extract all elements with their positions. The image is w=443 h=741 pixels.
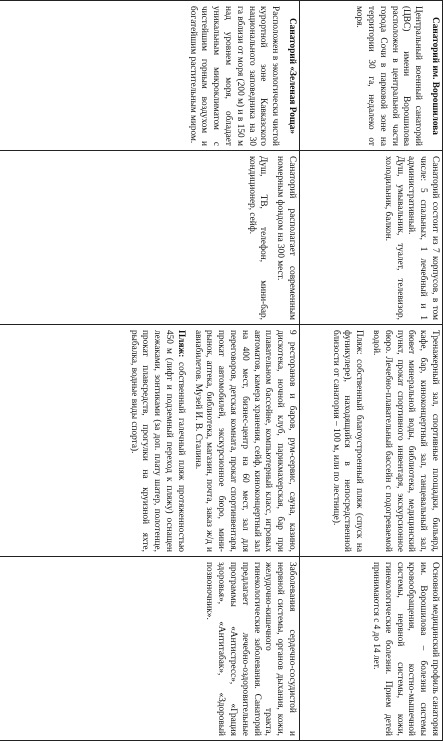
beach-text: собственный галечный пляж протяженностью 450 м (лифт и подземный переход к пляжу) оснащен лежаками, зонтиками (за доп. плату шатер, полотенце, прокат плавсредств, прогулки на круизной яхте, рыбалка, водные виды спорта). — [128, 330, 186, 552]
table-row — [300, 1, 443, 741]
location-text: Расположен в экологически чистой курортной зоне Кавказского национального заповедника на 30 га вблизи от моря (200 м) и в 150 м над уровнем моря, обладает уникальным микроклиматом с чистейшим горным воздухом и богатейшим растительным миром. — [187, 6, 281, 146]
rooms-cell — [300, 151, 443, 325]
room-amenities-text: Душ, ТВ, телефон, мини-бар, кондиционер, сейф. — [246, 156, 269, 320]
treatment-text: Заболевания сердечно-сосудистой и нервной системы, органов дыхания, кожи, желудочно-кишечного тракта, гинекологические заболевания. Санаторий предлагает лечебно-оздоровительные программы «Антистресс», «Грация здоровья», «Антитабак», «Здоровый позвоночник». — [204, 562, 297, 736]
infrastructure-cell — [0, 325, 300, 557]
beach-paragraph — [127, 330, 186, 552]
treatment-cell — [300, 557, 443, 741]
infrastructure-text: Тренажерный зал, спортивные площадки, бильярд, кафе, бар, киноконцертный зал, танцевальный зал, бювет минеральной воды, библиотека, медицинский пункт, прокат спортивного инвентаря, экскурсионное бюро. Лечебно-плавательный бассейн с подогреваемой водой. — [371, 330, 440, 552]
room-amenities-text: Душ, умывальник, туалет, телевизор, холодильник, балкон. — [382, 156, 405, 320]
treatment-cell — [0, 557, 300, 741]
table-row — [0, 1, 300, 741]
rooms-text: Санаторий располагает современным номерным фондом на 300 мест. — [275, 156, 297, 320]
sanatorium-name: Санаторий «Зеленая Роща» — [287, 17, 297, 135]
location-cell — [0, 1, 300, 151]
rooms-cell — [0, 151, 300, 325]
infrastructure-text: 9 ресторанов и баров, рум-сервис, сауна, казино, дискотека, ночной клуб, парикмахерская, бар при плавательном бассейне, компьютерный класс, игровых автоматов, камера хранения, сейф, киноконцертный зал на 400 мест, бизнес-центр на 60 мест, зал для переговоров, детская комната, прокат спортинвентаря, прокат автомобилей, экскурсионное бюро, мини-рынок, аптека, библиотека, магазин, почта, заказ ж/д и авиабилетов. Музей И. В. Сталина. — [192, 330, 297, 552]
infrastructure-cell — [300, 325, 443, 557]
sanatorium-name: Санаторий им. Ворошилова — [430, 17, 440, 135]
treatment-text: Основной медицинский профиль санатория им. Ворошилова – болезни системы кровообращения, костно-мышечной системы, нервной системы, кожи, гинекологические болезни. Прием детей принимаются с 4 до 14 лет. — [371, 562, 440, 736]
beach-text: Пляж: собственный благоустроенный пляж (спуск на фуникулере), находящийся в непосредственной близости от санатория – 100 м, или по лестнице). — [330, 330, 365, 552]
location-cell — [300, 1, 443, 151]
rooms-text: Санаторий состоит из 7 корпусов, в том числе: 5 спальных, 1 лечебный и 1 административный. — [406, 156, 440, 320]
location-text: Центральный военный санаторий (ЦВС) имени Ворошилова расположен в центральной части города Сочи в парковой зоне на территории 30 га, недалеко от моря. — [354, 6, 424, 146]
beach-label: Пляж: — [175, 330, 186, 358]
